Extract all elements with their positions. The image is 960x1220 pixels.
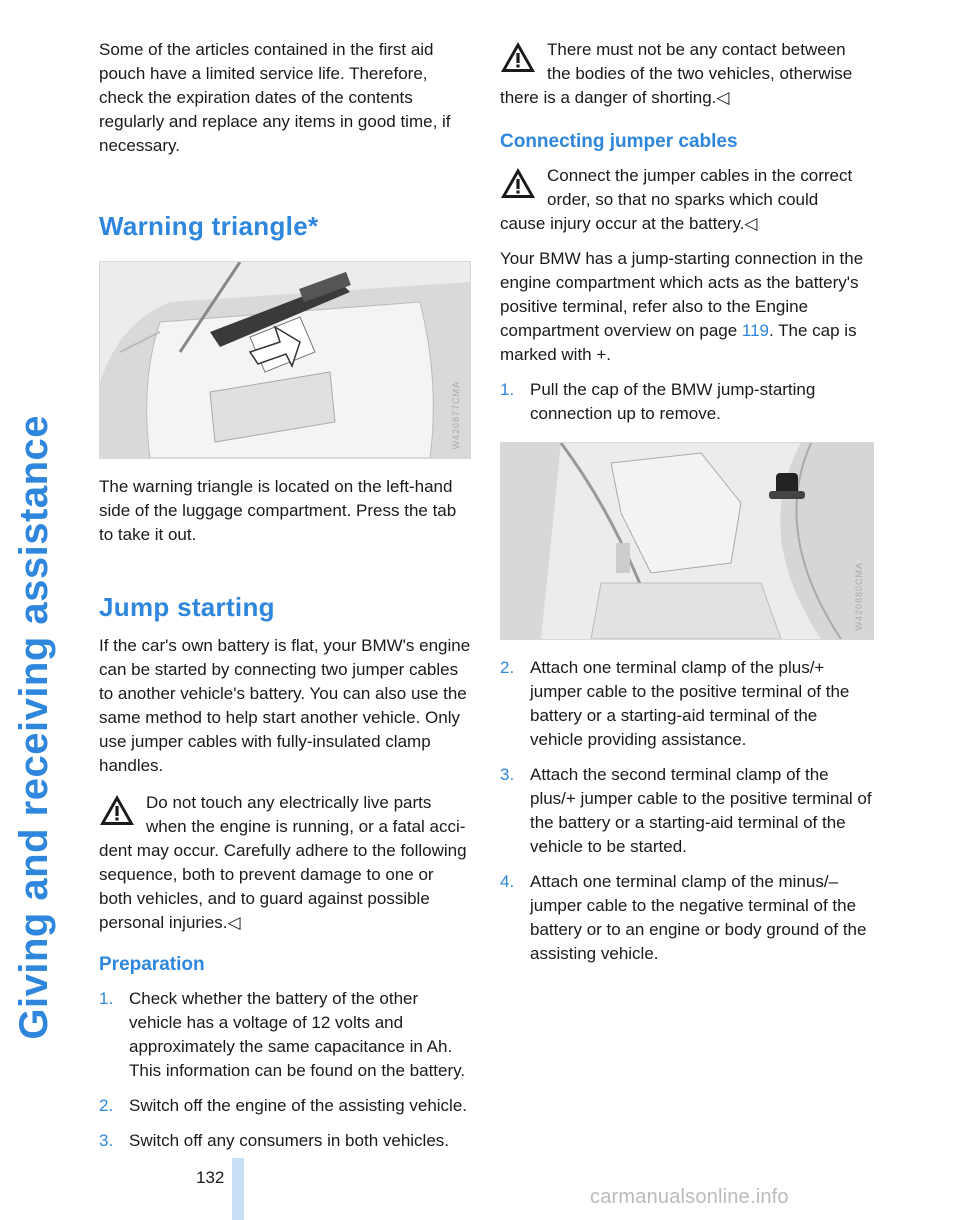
list-number: 2. — [500, 658, 515, 677]
warning-first-lines: Connect the jumper cables in the correct order, so that no sparks which could — [547, 166, 853, 209]
warning-first-lines: There must not be any contact between the bodies of the two vehicles, otherwise — [547, 40, 853, 83]
list-text: Switch off the engine of the assisting vehicle. — [129, 1096, 467, 1115]
fatal-accident-warning — [99, 791, 471, 935]
image-code: W420880CMA — [854, 562, 864, 631]
warning-first-lines: Do not touch any electrically live parts when the engine is running, or a fatal acci- — [146, 793, 466, 836]
jump-starting-heading: Jump starting — [99, 592, 275, 622]
list-number: 1. — [500, 380, 515, 399]
list-text: Attach one terminal clamp of the plus/+ jumper cable to the positive terminal of the battery or a starting-aid terminal of the vehicle providing assistance. — [530, 658, 850, 749]
engine-compartment-illustration — [501, 443, 873, 639]
list-number: 4. — [500, 872, 515, 891]
list-item — [500, 870, 872, 966]
preparation-list — [99, 987, 471, 1153]
warning-icon — [99, 794, 135, 826]
page-number: 132 — [196, 1168, 225, 1187]
list-number: 1. — [99, 989, 114, 1008]
list-text: Attach the second terminal clamp of the plus/+ jumper cable to the positive terminal of the battery or a starting-aid terminal of the vehicle to be started. — [530, 765, 872, 856]
warning-triangle-text: The warning triangle is located on the left-hand side of the luggage compartment. Press the tab to take it out. — [99, 477, 457, 544]
jump-connection-text — [500, 247, 872, 367]
jump-start-connection-image — [500, 442, 874, 640]
warning-triangle-heading: Warning triangle* — [99, 211, 319, 241]
chapter-title — [6, 40, 62, 1040]
connecting-steps — [500, 656, 872, 966]
list-text: Pull the cap of the BMW jump-starting connection up to remove. — [530, 380, 816, 423]
connecting-step-1 — [500, 378, 872, 426]
warning-icon — [500, 167, 536, 199]
list-text: Check whether the battery of the other vehicle has a voltage of 12 volts and approximately the same capacitance in Ah. This information can be found on the battery. — [129, 989, 466, 1080]
chapter-title-text: Giving and receiving assistance — [12, 415, 56, 1040]
warning-rest-lines: cause injury occur at the battery.◁ — [500, 214, 758, 233]
list-item — [500, 763, 872, 859]
list-item — [99, 1129, 471, 1153]
warning-rest-lines: there is a danger of shorting.◁ — [500, 88, 730, 107]
page-reference-link[interactable]: 119 — [741, 321, 770, 340]
warning-icon — [500, 41, 536, 73]
luggage-compartment-illustration — [100, 262, 470, 458]
preparation-heading: Preparation — [99, 954, 205, 975]
intro-paragraph: Some of the articles contained in the first aid pouch have a limited service life. Therefore, check the expiration dates of the contents regularly and replace any items in good time, if necessary. — [99, 40, 451, 155]
list-number: 3. — [500, 765, 515, 784]
list-number: 3. — [99, 1131, 114, 1150]
chapter-sidebar — [0, 0, 70, 1220]
right-column — [500, 38, 872, 977]
list-item — [500, 656, 872, 752]
list-item — [99, 1094, 471, 1118]
watermark: carmanualsonline.info — [590, 1186, 789, 1208]
page-number-bar — [232, 1158, 244, 1220]
list-text: Attach one terminal clamp of the minus/– jumper cable to the negative terminal of the battery or to an engine or body ground of the assisting vehicle. — [530, 872, 867, 963]
list-number: 2. — [99, 1096, 114, 1115]
contact-warning — [500, 38, 872, 110]
jump-connection-text-start: Your BMW has a jump-starting connection in the engine compartment which acts as the battery's positive terminal, refer also to the Engine compartment overview on page — [500, 249, 864, 340]
jump-starting-text: If the car's own battery is flat, your BMW's engine can be started by connecting two jumper cables to another vehicle's battery. You can also use the same method to help start another vehicle. Only use jumper cables with fully-insulated clamp handles. — [99, 636, 471, 775]
warning-triangle-image — [99, 261, 471, 459]
sparks-warning — [500, 164, 872, 236]
list-text: Switch off any consumers in both vehicles. — [129, 1131, 450, 1150]
jump-connection-text-end: . The cap is marked with +. — [500, 321, 857, 364]
image-code: W420877CMA — [451, 381, 461, 450]
warning-rest-lines: dent may occur. Carefully adhere to the following sequence, both to prevent damage to one or both vehicles, and to guard against possible personal injuries.◁ — [99, 841, 467, 932]
list-item — [99, 987, 471, 1083]
list-item — [500, 378, 872, 426]
connecting-heading: Connecting jumper cables — [500, 131, 738, 152]
left-column — [99, 38, 471, 1164]
